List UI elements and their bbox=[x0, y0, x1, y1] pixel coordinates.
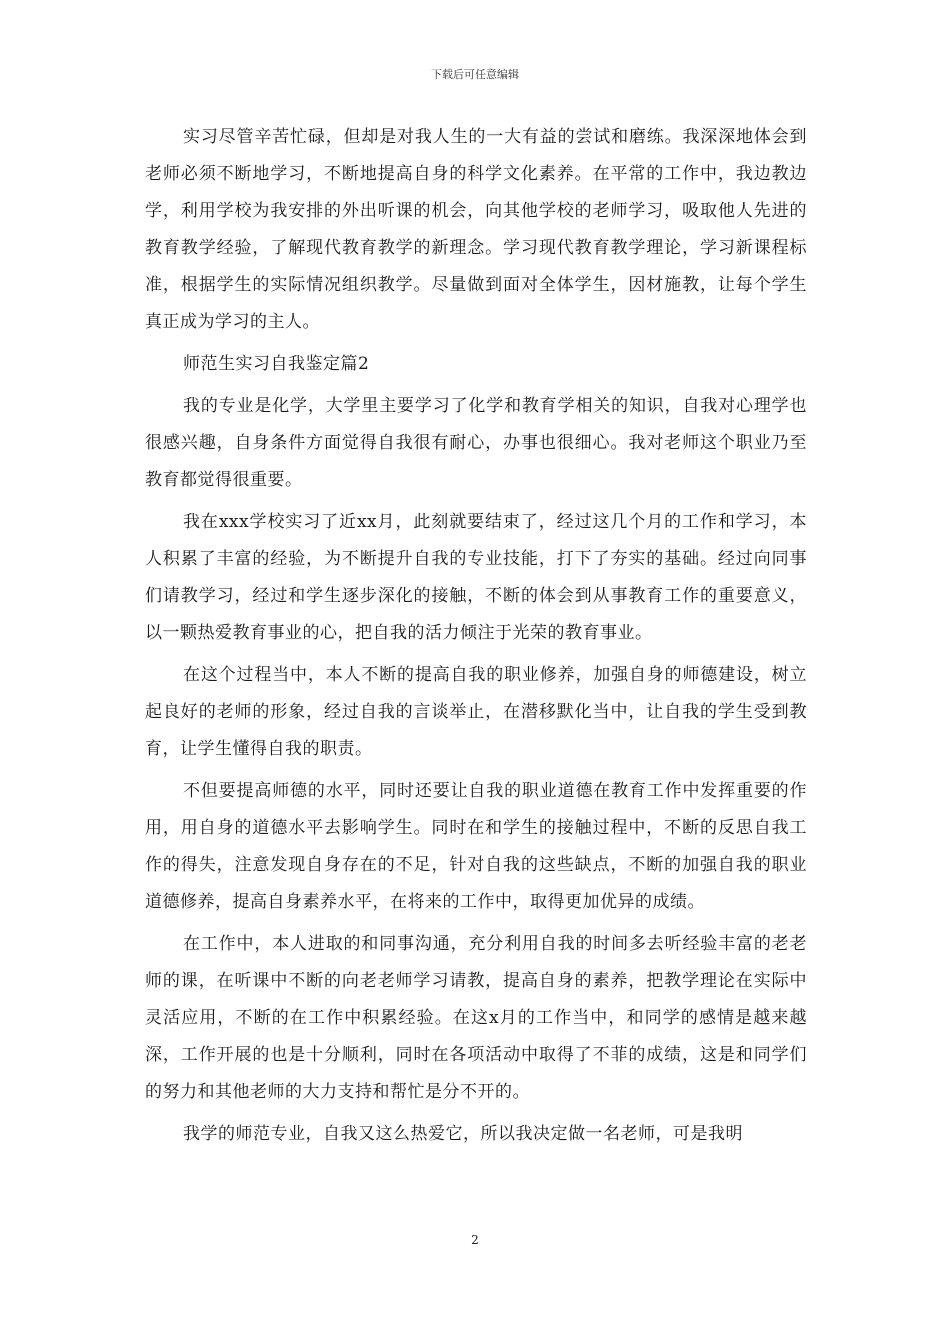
paragraph: 实习尽管辛苦忙碌，但却是对我人生的一大有益的尝试和磨练。我深深地体会到老师必须不断地学习，不断地提高自身的科学文化素养。在平常的工作中，我边教边学，利用学校为我安排的外出听课的机会，向其他学校的老师学习，吸取他人先进的教育教学经验，了解现代教育教学的新理念。学习现代教育教学理论，学习新课程标准，根据学生的实际情况组织教学。尽量做到面对全体学生，因材施教，让每个学生真正成为学习的主人。 bbox=[145, 127, 807, 332]
paragraph: 我学的师范专业，自我又这么热爱它，所以我决定做一名老师，可是我明 bbox=[183, 1124, 743, 1144]
paragraph: 在这个过程当中，本人不断的提高自我的职业修养，加强自身的师德建设，树立起良好的老师的形象，经过自我的言谈举止，在潜移默化当中，让自我的学生受到教育，让学生懂得自我的职责。 bbox=[145, 665, 807, 759]
page-number: 2 bbox=[471, 1233, 479, 1247]
document-body bbox=[145, 119, 807, 1158]
paragraph: 不但要提高师德的水平，同时还要让自我的职业道德在教育工作中发挥重要的作用，用自身的道德水平去影响学生。同时在和学生的接触过程中，不断的反思自我工作的得失，注意发现自身存在的不足，针对自我的这些缺点，不断的加强自我的职业道德修养，提高自身素养水平，在将来的工作中，取得更加优异的成绩。 bbox=[145, 781, 807, 912]
paragraph: 在工作中，本人进取的和同事沟通，充分利用自我的时间多去听经验丰富的老老师的课，在听课中不断的向老老师学习请教，提高自身的素养，把教学理论在实际中灵活应用，不断的在工作中积累经验。在这x月的工作当中，和同学的感情是越来越深，工作开展的也是十分顺利，同时在各项活动中取得了不菲的成绩，这是和同学们的努力和其他老师的大力支持和帮忙是分不开的。 bbox=[145, 934, 807, 1102]
section-heading: 师范生实习自我鉴定篇2 bbox=[183, 354, 370, 374]
page-header: 下载后可任意编辑 bbox=[431, 68, 519, 81]
paragraph: 我在xxx学校实习了近xx月，此刻就要结束了，经过这几个月的工作和学习，本人积累了丰富的经验，为不断提升自我的专业技能，打下了夯实的基础。经过向同事们请教学习，经过和学生逐步深化的接触，不断的体会到从事教育工作的重要意义，以一颗热爱教育事业的心，把自我的活力倾注于光荣的教育事业。 bbox=[145, 512, 807, 643]
paragraph: 我的专业是化学，大学里主要学习了化学和教育学相关的知识，自我对心理学也很感兴趣，自身条件方面觉得自我很有耐心，办事也很细心。我对老师这个职业乃至教育都觉得很重要。 bbox=[145, 396, 807, 490]
